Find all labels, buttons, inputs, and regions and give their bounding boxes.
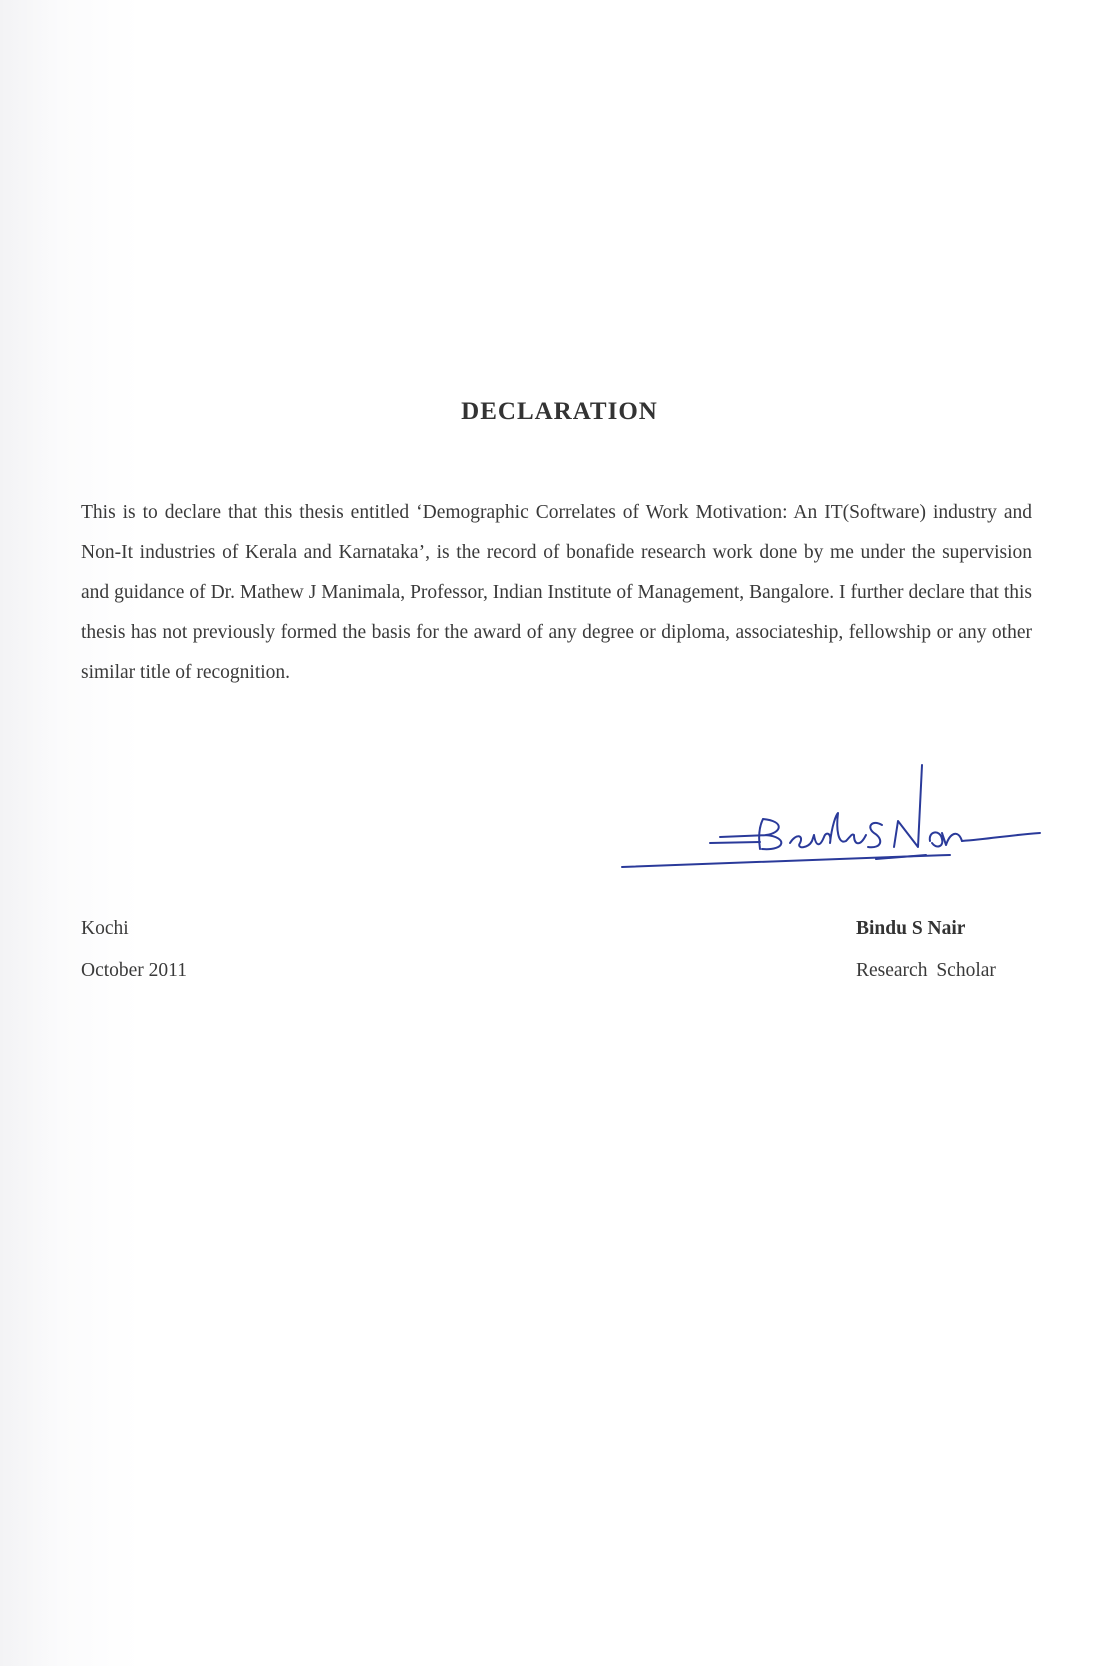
signatory-role: Research Scholar (856, 960, 996, 981)
signatory-name: Bindu S Nair (856, 918, 966, 939)
page-title: DECLARATION (461, 398, 658, 425)
handwritten-signature (610, 755, 1110, 885)
declaration-date: October 2011 (81, 960, 187, 981)
declaration-place: Kochi (81, 918, 129, 939)
declaration-body: This is to declare that this thesis entitled ‘Demographic Correlates of Work Motivation: An IT(Software) industry and Non-It industries of Kerala and Karnataka’, is the record of bonafide research work done by me under the supervision and guidance of Dr. Mathew J Manimala, Professor, Indian Institute of Management, Bangalore. I further declare that this thesis has not previously formed the basis for the award of any degree or diploma, associateship, fellowship or any other similar title of recognition. (81, 502, 1032, 683)
